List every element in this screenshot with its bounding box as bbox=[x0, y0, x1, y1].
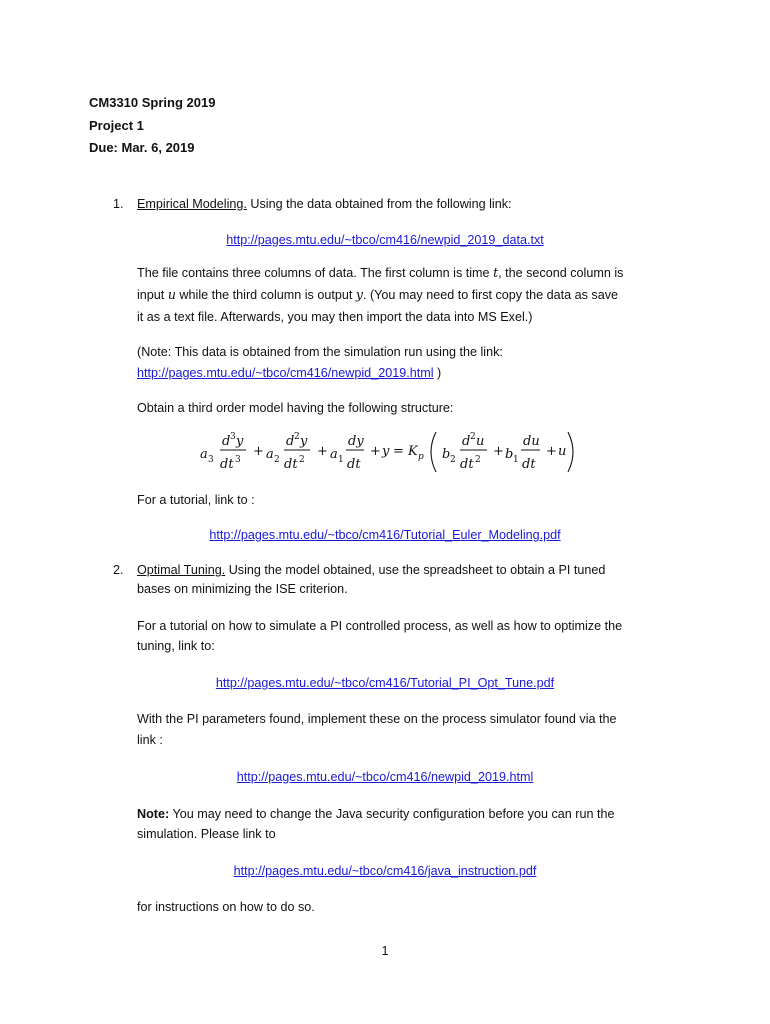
var-u: u bbox=[167, 287, 176, 302]
item-2-heading: Optimal Tuning. Using the model obtained, use the spreadsheet to obtain a PI tuned bbox=[137, 563, 606, 577]
svg-text:2: 2 bbox=[294, 432, 300, 442]
data-file-link[interactable]: http://pages.mtu.edu/~tbco/cm416/newpid_2019_data.txt bbox=[226, 233, 544, 247]
svg-text:a: a bbox=[200, 447, 208, 462]
tutorial-text: For a tutorial, link to : bbox=[137, 493, 255, 507]
svg-text:d: d bbox=[286, 434, 295, 449]
desc-line-2: input u while the third column is output y. (You may need to first copy the data as save bbox=[137, 287, 619, 302]
item-1-intro: Using the data obtained from the following link: bbox=[246, 197, 512, 211]
svg-text:3: 3 bbox=[208, 455, 214, 465]
item-2-line-2: bases on minimizing the ISE criterion. bbox=[137, 582, 348, 596]
svg-text:3: 3 bbox=[235, 455, 241, 465]
model-structure-text: Obtain a third order model having the following structure: bbox=[137, 401, 454, 415]
due-date: Due: Mar. 6, 2019 bbox=[89, 140, 195, 155]
svg-text:y: y bbox=[382, 444, 390, 459]
svg-text:=: = bbox=[393, 444, 404, 459]
svg-text:d: d bbox=[222, 434, 231, 449]
item-2-number: 2. bbox=[113, 563, 124, 577]
svg-text:dt: dt bbox=[284, 457, 298, 472]
var-y: y bbox=[355, 287, 363, 302]
svg-text:d: d bbox=[462, 434, 471, 449]
svg-text:2: 2 bbox=[450, 455, 456, 465]
svg-text:2: 2 bbox=[274, 455, 280, 465]
simulator-link-line bbox=[0, 768, 770, 786]
desc-line-1: The file contains three columns of data. The first column is time t, the second column is bbox=[137, 265, 624, 280]
java-instruction-link[interactable]: http://pages.mtu.edu/~tbco/cm416/java_instruction.pdf bbox=[233, 864, 537, 878]
final-instruction: for instructions on how to do so. bbox=[137, 900, 315, 914]
svg-text:+: + bbox=[317, 444, 328, 459]
svg-text:K: K bbox=[408, 444, 418, 459]
note-line-1: (Note: This data is obtained from the simulation run using the link: bbox=[137, 345, 503, 359]
svg-text:dt: dt bbox=[522, 457, 536, 472]
svg-text:p: p bbox=[418, 452, 424, 462]
java-note-line-2: simulation. Please link to bbox=[137, 827, 276, 841]
project-title: Project 1 bbox=[89, 118, 144, 133]
note-label: Note: bbox=[137, 807, 170, 821]
desc-line-3: it as a text file. Afterwards, you may then import the data into MS Exel.) bbox=[137, 310, 533, 324]
course-title: CM3310 Spring 2019 bbox=[89, 95, 216, 110]
item-1-number: 1. bbox=[113, 197, 124, 211]
page-number: 1 bbox=[381, 944, 389, 958]
svg-text:+: + bbox=[370, 444, 381, 459]
pi-opt-tune-link[interactable]: http://pages.mtu.edu/~tbco/cm416/Tutorial_PI_Opt_Tune.pdf bbox=[215, 676, 555, 690]
item-2-title: Optimal Tuning. bbox=[137, 563, 226, 577]
svg-text:b: b bbox=[505, 447, 514, 462]
svg-text:du: du bbox=[523, 434, 540, 449]
svg-text:dt: dt bbox=[460, 457, 474, 472]
svg-text:u: u bbox=[476, 434, 485, 449]
data-link-line bbox=[0, 231, 770, 249]
svg-text:1: 1 bbox=[513, 455, 519, 465]
pi-tutorial-link-line bbox=[0, 674, 770, 692]
svg-text:2: 2 bbox=[299, 455, 305, 465]
implement-line-2: link : bbox=[137, 733, 163, 747]
svg-text:1: 1 bbox=[338, 455, 344, 465]
svg-text:y: y bbox=[300, 434, 308, 449]
svg-text:+: + bbox=[493, 444, 504, 459]
item-1-title: Empirical Modeling. bbox=[137, 197, 247, 211]
implement-line-1: With the PI parameters found, implement these on the process simulator found via the bbox=[137, 712, 617, 726]
svg-text:u: u bbox=[558, 444, 567, 459]
euler-tutorial-link[interactable]: http://pages.mtu.edu/~tbco/cm416/Tutorial_Euler_Modeling.pdf bbox=[209, 528, 561, 542]
svg-text:dy: dy bbox=[348, 434, 364, 449]
svg-text:b: b bbox=[442, 447, 451, 462]
java-link-line bbox=[0, 862, 770, 880]
svg-text:dt: dt bbox=[347, 457, 361, 472]
tutorial-link-line bbox=[0, 526, 770, 544]
item-1-heading bbox=[137, 195, 512, 213]
svg-text:+: + bbox=[546, 444, 557, 459]
svg-text:+: + bbox=[253, 444, 264, 459]
svg-text:a: a bbox=[330, 447, 338, 462]
note-line-2: http://pages.mtu.edu/~tbco/cm416/newpid_2019.html ) bbox=[137, 366, 442, 380]
var-t: t bbox=[493, 265, 499, 280]
pi-tutorial-line-1: For a tutorial on how to simulate a PI controlled process, as well as how to optimize the bbox=[137, 619, 623, 633]
svg-text:dt: dt bbox=[220, 457, 234, 472]
java-note-line-1: Note: You may need to change the Java security configuration before you can run the bbox=[137, 807, 615, 821]
svg-text:2: 2 bbox=[470, 432, 476, 442]
simulation-link-2[interactable]: http://pages.mtu.edu/~tbco/cm416/newpid_2019.html bbox=[236, 770, 534, 784]
svg-text:3: 3 bbox=[230, 432, 236, 442]
svg-text:y: y bbox=[236, 434, 244, 449]
simulation-link-1[interactable]: http://pages.mtu.edu/~tbco/cm416/newpid_2019.html bbox=[137, 366, 434, 380]
pi-tutorial-line-2: tuning, link to: bbox=[137, 639, 215, 653]
svg-text:2: 2 bbox=[475, 455, 481, 465]
model-equation bbox=[198, 428, 578, 476]
svg-text:a: a bbox=[266, 447, 274, 462]
